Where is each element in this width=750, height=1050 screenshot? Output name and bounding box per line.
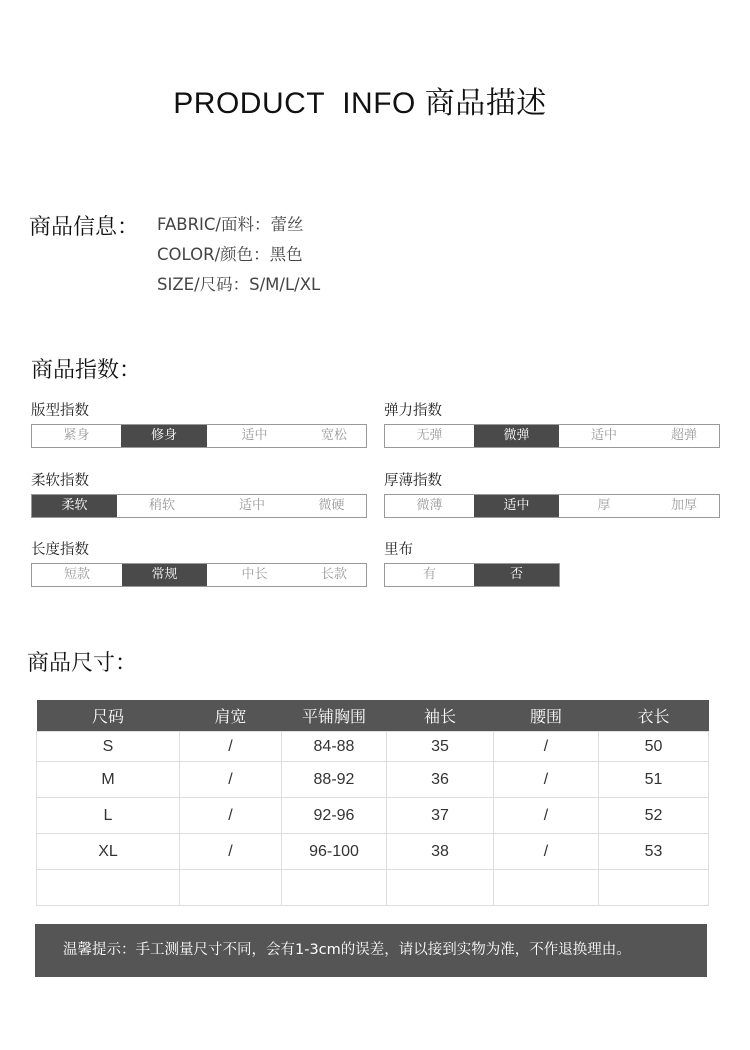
index-option-selected: 微弹 [474,425,559,447]
index-option: 稍软 [148,498,175,513]
table-header-row [37,700,709,732]
table-cell [387,870,494,906]
column-header: 腰围 [494,700,599,732]
index-option: 厚 [597,498,611,513]
table-cell [599,870,709,906]
table-cell: 37 [387,798,494,834]
table-cell: 96-100 [282,834,387,870]
column-header: 衣长 [599,700,709,732]
product-info-list [157,214,320,304]
index-title: 版型指数 [31,403,89,419]
table-cell: 38 [387,834,494,870]
length-index [31,541,367,587]
table-cell [282,870,387,906]
lining-index [384,541,720,587]
index-title: 厚薄指数 [384,473,442,489]
table-cell: / [180,732,282,762]
table-cell: 92-96 [282,798,387,834]
page-title: PRODUCT INFO 商品描述 [173,87,547,120]
index-option: 中长 [241,567,268,582]
table-cell: 36 [387,762,494,798]
index-option: 长款 [320,567,347,582]
index-option-selected: 修身 [121,425,207,447]
product-info-label: 商品信息： [29,215,140,240]
table-row [37,798,709,834]
table-cell [180,870,282,906]
table-cell [494,870,599,906]
fabric-line: FABRIC/面料：蕾丝 [157,215,304,234]
table-cell: / [494,834,599,870]
table-cell: 52 [599,798,709,834]
fit-index [31,402,367,448]
softness-index [31,472,367,518]
table-cell: L [37,798,180,834]
table-cell: / [494,798,599,834]
table-cell: 50 [599,732,709,762]
elastic-index [384,402,720,448]
table-cell: / [180,798,282,834]
index-option: 超弹 [670,428,697,443]
table-cell: 35 [387,732,494,762]
index-option-selected: 柔软 [32,495,117,517]
index-option: 适中 [590,428,617,443]
index-bar [31,424,367,448]
index-option: 紧身 [63,428,90,443]
index-title: 柔软指数 [31,473,89,489]
table-cell: 84-88 [282,732,387,762]
index-option: 微薄 [416,498,443,513]
index-option-selected: 适中 [474,495,559,517]
table-cell: S [37,732,180,762]
index-option: 短款 [63,567,90,582]
table-cell: 51 [599,762,709,798]
index-option-selected: 常规 [122,564,207,586]
index-option: 无弹 [416,428,443,443]
column-header: 尺码 [37,700,180,732]
index-option: 宽松 [320,428,347,443]
notice-banner: 温馨提示：手工测量尺寸不同，会有1-3cm的误差，请以接到实物为准，不作退换理由。 [35,924,707,977]
table-row [37,834,709,870]
index-option: 微硬 [318,498,345,513]
column-header: 平铺胸围 [282,700,387,732]
table-cell: / [180,834,282,870]
table-cell: M [37,762,180,798]
index-title: 里布 [384,542,413,558]
size-line: SIZE/尺码：S/M/L/XL [157,275,321,294]
column-header: 肩宽 [180,700,282,732]
index-bar [31,563,367,587]
index-title: 长度指数 [31,542,89,558]
table-cell: / [494,732,599,762]
index-title: 弹力指数 [384,403,442,419]
index-bar [384,563,560,587]
thickness-index [384,472,720,518]
index-option: 适中 [241,428,268,443]
index-option: 适中 [238,498,265,513]
table-cell: XL [37,834,180,870]
index-option: 有 [422,567,436,582]
size-label: 商品尺寸： [27,651,138,676]
index-option: 加厚 [670,498,697,513]
size-table [36,700,709,906]
table-cell: / [494,762,599,798]
color-line: COLOR/颜色：黑色 [157,245,303,264]
table-cell: 88-92 [282,762,387,798]
table-row-empty [37,870,709,906]
index-bar [384,424,720,448]
index-bar [31,494,367,518]
table-row [37,732,709,762]
table-cell: / [180,762,282,798]
table-cell [37,870,180,906]
table-row [37,762,709,798]
column-header: 袖长 [387,700,494,732]
indices-label: 商品指数： [31,358,142,383]
index-option-selected: 否 [474,564,559,586]
index-bar [384,494,720,518]
table-cell: 53 [599,834,709,870]
